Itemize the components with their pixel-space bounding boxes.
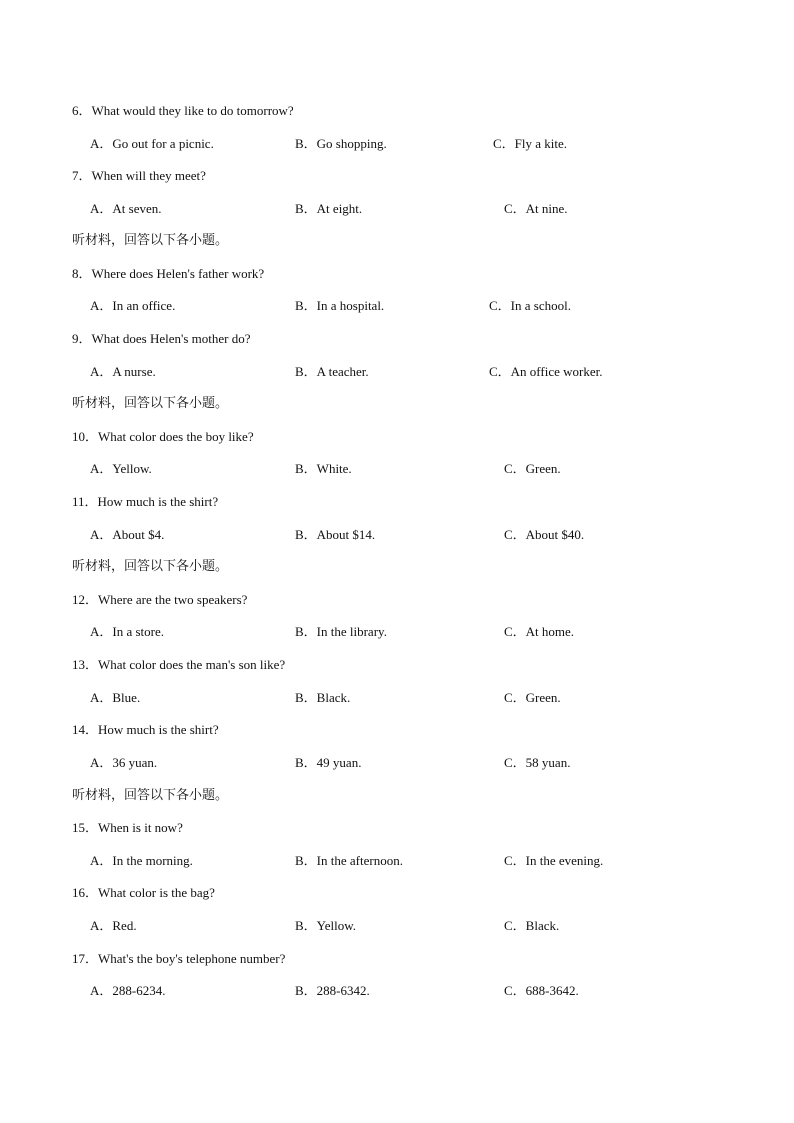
question-11: 11．How much is the shirt? xyxy=(72,494,219,509)
q13-option-b: B．Black. xyxy=(295,690,351,705)
q7-option-b: B．At eight. xyxy=(295,201,363,216)
section-heading: 听材料，回答以下各小题。 xyxy=(72,233,229,248)
section-heading: 听材料，回答以下各小题。 xyxy=(72,396,229,411)
q16-option-c: C．Black. xyxy=(504,918,560,933)
question-16: 16．What color is the bag? xyxy=(72,885,215,900)
question-9: 9．What does Helen's mother do? xyxy=(72,331,251,346)
q12-option-b: B．In the library. xyxy=(295,624,387,639)
q10-option-a: A．Yellow. xyxy=(90,461,152,476)
q14-option-a: A．36 yuan. xyxy=(90,755,158,770)
q7-option-c: C．At nine. xyxy=(504,201,568,216)
question-6: 6．What would they like to do tomorrow? xyxy=(72,103,294,118)
q8-option-b: B．In a hospital. xyxy=(295,298,385,313)
q7-option-a: A．At seven. xyxy=(90,201,162,216)
q11-option-b: B．About $14. xyxy=(295,527,376,542)
q11-option-c: C．About $40. xyxy=(504,527,585,542)
q8-option-a: A．In an office. xyxy=(90,298,176,313)
question-14: 14．How much is the shirt? xyxy=(72,722,219,737)
q8-option-c: C．In a school. xyxy=(489,298,571,313)
question-15: 15．When is it now? xyxy=(72,820,183,835)
q15-option-c: C．In the evening. xyxy=(504,853,604,868)
q6-option-c: C．Fly a kite. xyxy=(493,136,568,151)
section-heading: 听材料，回答以下各小题。 xyxy=(72,788,229,803)
q13-option-c: C．Green. xyxy=(504,690,561,705)
q9-option-a: A．A nurse. xyxy=(90,364,156,379)
q12-option-a: A．In a store. xyxy=(90,624,165,639)
q9-option-b: B．A teacher. xyxy=(295,364,369,379)
q6-option-b: B．Go shopping. xyxy=(295,136,387,151)
question-13: 13．What color does the man's son like? xyxy=(72,657,286,672)
question-10: 10．What color does the boy like? xyxy=(72,429,254,444)
question-12: 12．Where are the two speakers? xyxy=(72,592,248,607)
section-heading: 听材料，回答以下各小题。 xyxy=(72,559,229,574)
q16-option-b: B．Yellow. xyxy=(295,918,357,933)
question-7: 7．When will they meet? xyxy=(72,168,206,183)
q17-option-b: B．288-6342. xyxy=(295,983,370,998)
question-8: 8．Where does Helen's father work? xyxy=(72,266,265,281)
q14-option-c: C．58 yuan. xyxy=(504,755,571,770)
q10-option-b: B．White. xyxy=(295,461,352,476)
q11-option-a: A．About $4. xyxy=(90,527,165,542)
question-17: 17．What's the boy's telephone number? xyxy=(72,951,286,966)
q17-option-c: C．688-3642. xyxy=(504,983,579,998)
q12-option-c: C．At home. xyxy=(504,624,575,639)
q10-option-c: C．Green. xyxy=(504,461,561,476)
q13-option-a: A．Blue. xyxy=(90,690,141,705)
q15-option-b: B．In the afternoon. xyxy=(295,853,403,868)
q6-option-a: A．Go out for a picnic. xyxy=(90,136,214,151)
q15-option-a: A．In the morning. xyxy=(90,853,193,868)
q17-option-a: A．288-6234. xyxy=(90,983,166,998)
q16-option-a: A．Red. xyxy=(90,918,137,933)
q14-option-b: B．49 yuan. xyxy=(295,755,362,770)
q9-option-c: C．An office worker. xyxy=(489,364,603,379)
